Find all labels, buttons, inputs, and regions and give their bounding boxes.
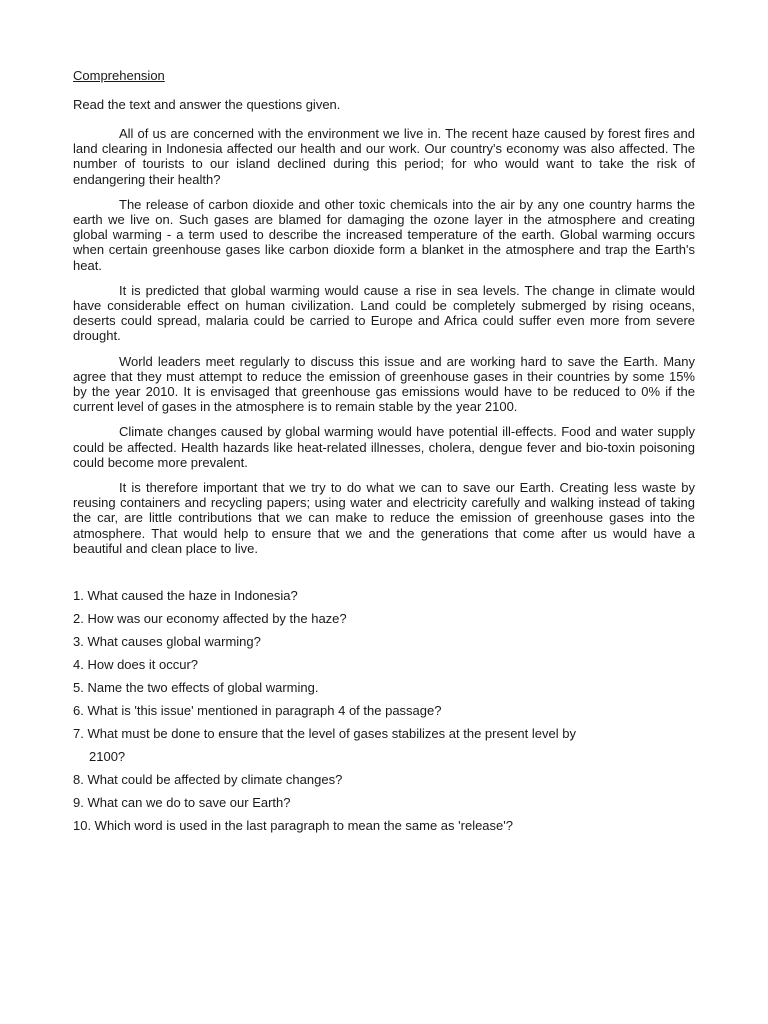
question-item: 3. What causes global warming? [73,634,261,650]
paragraph-3: It is predicted that global warming would cause a rise in sea levels. The change in climate would have considerable effect on human civilization. Land could be completely submerged by rising oceans, deserts could spread, malaria could be carried to Europe and Africa could suffer even more from severe drought. [73,282,695,344]
paragraph-1: All of us are concerned with the environment we live in. The recent haze caused by forest fires and land clearing in Indonesia affected our health and our work. Our country's economy was also affected. The number of tourists to our island declined during this period; for who would want to take the risk of endangering their health? [73,126,695,187]
question-item [73,722,695,768]
question-item: 9. What can we do to save our Earth? [73,795,291,811]
question-continuation: 2100? [89,749,126,765]
paragraph-5: Climate changes caused by global warming would have potential ill-effects. Food and water supply could be affected. Health hazards like heat-related illnesses, cholera, dengue fever and bio-toxin poisoning could become more prevalent. [73,424,695,470]
section-heading: Comprehension [73,68,165,83]
question-text: 7. What must be done to ensure that the level of gases stabilizes at the present level by [73,726,576,742]
question-item: 6. What is 'this issue' mentioned in paragraph 4 of the passage? [73,703,442,719]
question-item: 2. How was our economy affected by the haze? [73,611,347,627]
question-item: 5. Name the two effects of global warming. [73,680,319,696]
instruction-text: Read the text and answer the questions given. [73,97,341,112]
question-item: 10. Which word is used in the last paragraph to mean the same as 'release'? [73,818,513,834]
passage [73,126,695,556]
paragraph-2: The release of carbon dioxide and other toxic chemicals into the air by any one country harms the earth we live on. Such gases are blamed for damaging the ozone layer in the atmosphere and creating global warming - a term used to describe the increased temperature of the earth. Global warming occurs when certain greenhouse gases like carbon dioxide form a blanket in the atmosphere and trap the Earth's heat. [73,196,695,273]
question-list [73,584,695,837]
question-item: 8. What could be affected by climate changes? [73,772,343,788]
question-item: 1. What caused the haze in Indonesia? [73,588,298,604]
paragraph-6: It is therefore important that we try to do what we can to save our Earth. Creating less waste by reusing containers and recycling papers; using water and electricity carefully and walking instead of taking the car, are little contributions that we can make to reduce the emission of greenhouse gases into the atmosphere. That would help to ensure that we and the generations that come after us would have a beautiful and clean place to live. [73,480,695,556]
paragraph-4: World leaders meet regularly to discuss this issue and are working hard to save the Earth. Many agree that they must attempt to reduce the emission of greenhouse gases in their countries by some 15% by the year 2010. It is envisaged that greenhouse gas emissions would have to be reduced to 0% if the current level of gases in the atmosphere is to remain stable by the year 2100. [73,353,695,415]
document-page [73,67,695,837]
question-item: 4. How does it occur? [73,657,199,673]
